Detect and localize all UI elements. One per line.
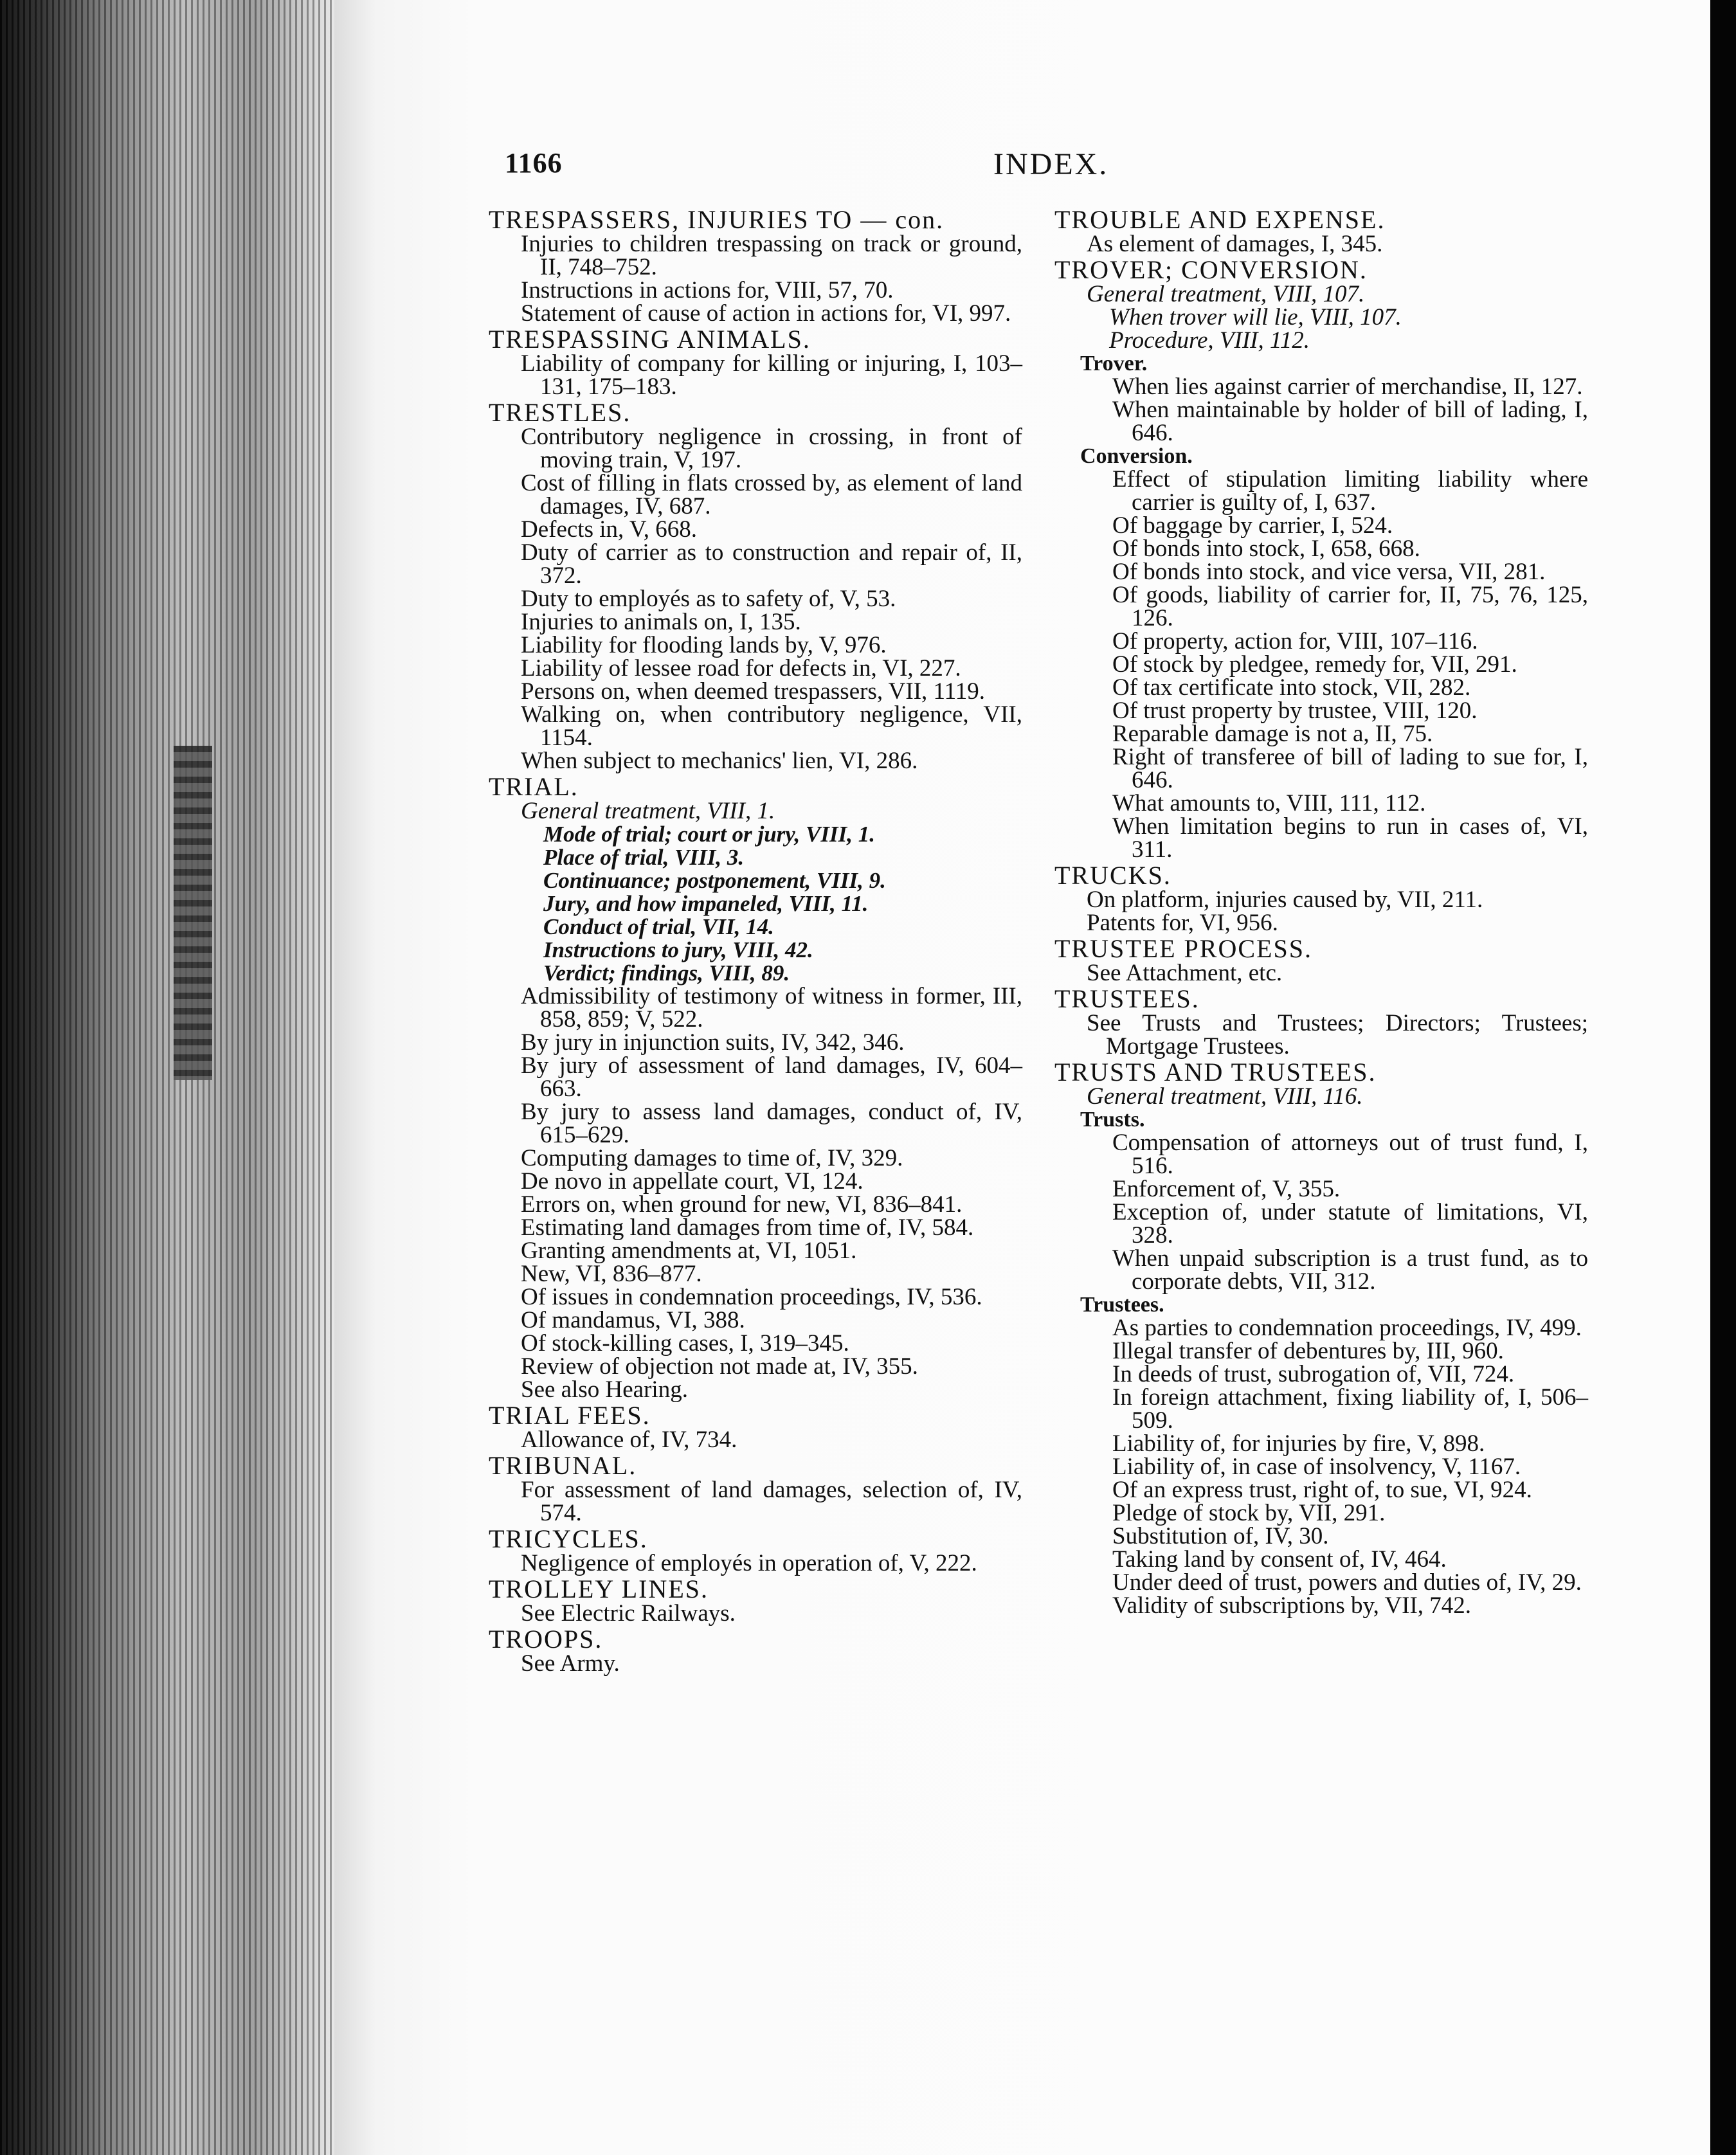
- index-subentry: As element of damages, I, 345.: [1087, 231, 1383, 257]
- page-number: 1166: [505, 147, 563, 179]
- index-heading: TRIAL.: [489, 772, 579, 801]
- index-category: General treatment, VIII, 116.: [1087, 1083, 1363, 1110]
- index-subheading: Trusts.: [1080, 1108, 1145, 1132]
- index-category: Instructions to jury, VIII, 42.: [543, 937, 813, 962]
- index-subentry: Liability of company for killing or injuring, I, 103–131, 175–183.: [521, 350, 1022, 400]
- index-subentry: Of baggage by carrier, I, 524.: [1112, 512, 1393, 539]
- index-column-left: [489, 207, 1022, 1675]
- index-subentry: Liability of lessee road for defects in, VI, 227.: [521, 655, 961, 681]
- index-subentry: Admissibility of testimony of witness in former, III, 858, 859; V, 522.: [521, 983, 1022, 1032]
- book-spine: [0, 0, 334, 2155]
- index-subentry: Walking on, when contributory negligence, VII, 1154.: [521, 701, 1022, 751]
- index-heading: TRESTLES.: [489, 398, 631, 427]
- index-subentry: When maintainable by holder of bill of lading, I, 646.: [1112, 397, 1588, 446]
- index-subentry: Substitution of, IV, 30.: [1112, 1523, 1329, 1549]
- index-subentry: By jury of assessment of land damages, IV, 604–663.: [521, 1052, 1022, 1102]
- index-subentry: Of issues in condemnation proceedings, IV, 536.: [521, 1284, 982, 1310]
- scan-border: [1710, 0, 1736, 2155]
- index-subentry: On platform, injuries caused by, VII, 211.: [1087, 887, 1483, 913]
- index-subentry: Allowance of, IV, 734.: [521, 1427, 737, 1453]
- index-subentry: Of property, action for, VIII, 107–116.: [1112, 628, 1478, 654]
- index-category: When trover will lie, VIII, 107.: [1109, 304, 1402, 330]
- index-category: General treatment, VIII, 107.: [1087, 281, 1365, 307]
- index-subentry: Defects in, V, 668.: [521, 516, 698, 543]
- index-category: Place of trial, VIII, 3.: [543, 845, 745, 870]
- index-subentry: Of stock by pledgee, remedy for, VII, 291.: [1112, 651, 1517, 678]
- index-subentry: Instructions in actions for, VIII, 57, 70.: [521, 277, 894, 303]
- index-heading: TRUSTEES.: [1054, 984, 1200, 1013]
- index-subentry: Of bonds into stock, I, 658, 668.: [1112, 536, 1420, 562]
- index-subentry: See Electric Railways.: [521, 1600, 736, 1627]
- index-subentry: See Army.: [521, 1650, 620, 1677]
- index-subheading: Trover.: [1080, 352, 1148, 375]
- index-category: Procedure, VIII, 112.: [1109, 327, 1310, 354]
- index-subentry: Persons on, when deemed trespassers, VII, 1119.: [521, 678, 986, 705]
- index-subentry: When limitation begins to run in cases of, VI, 311.: [1112, 813, 1588, 863]
- index-subentry: When lies against carrier of merchandise, II, 127.: [1112, 374, 1583, 400]
- index-category: Mode of trial; court or jury, VIII, 1.: [543, 822, 875, 847]
- index-subentry: In foreign attachment, fixing liability of, I, 506–509.: [1112, 1384, 1588, 1434]
- index-subentry: Liability of, in case of insolvency, V, 1167.: [1112, 1454, 1521, 1480]
- index-subentry: Review of objection not made at, IV, 355.: [521, 1353, 918, 1380]
- index-subentry: Validity of subscriptions by, VII, 742.: [1112, 1592, 1472, 1619]
- index-subentry: Of stock-killing cases, I, 319–345.: [521, 1330, 849, 1357]
- index-subentry: Estimating land damages from time of, IV, 584.: [521, 1214, 974, 1241]
- index-subentry: Effect of stipulation limiting liability where carrier is guilty of, I, 637.: [1112, 466, 1588, 516]
- index-subentry: Computing damages to time of, IV, 329.: [521, 1145, 903, 1171]
- index-heading: TRESPASSING ANIMALS.: [489, 325, 811, 354]
- index-column-right: [1054, 207, 1588, 1618]
- index-subentry: In deeds of trust, subrogation of, VII, 724.: [1112, 1361, 1515, 1387]
- index-heading: TRIAL FEES.: [489, 1401, 651, 1430]
- index-subentry: See Trusts and Trustees; Directors; Trustees; Mortgage Trustees.: [1087, 1010, 1588, 1059]
- index-subentry: By jury to assess land damages, conduct of, IV, 615–629.: [521, 1099, 1022, 1148]
- index-subentry: Liability for flooding lands by, V, 976.: [521, 632, 887, 658]
- index-subentry: Duty to employés as to safety of, V, 53.: [521, 586, 896, 612]
- index-subentry: Of an express trust, right of, to sue, VI, 924.: [1112, 1477, 1532, 1503]
- index-subentry: As parties to condemnation proceedings, IV, 499.: [1112, 1315, 1582, 1341]
- index-subentry: See also Hearing.: [521, 1376, 688, 1403]
- index-subentry: Of tax certificate into stock, VII, 282.: [1112, 674, 1471, 701]
- index-subheading: Trustees.: [1080, 1293, 1164, 1317]
- index-subentry: Enforcement of, V, 355.: [1112, 1176, 1341, 1202]
- running-head: INDEX.: [993, 147, 1109, 181]
- index-subentry: Statement of cause of action in actions for, VI, 997.: [521, 300, 1011, 327]
- index-subentry: Cost of filling in flats crossed by, as element of land damages, IV, 687.: [521, 470, 1022, 519]
- index-subentry: Injuries to children trespassing on track or ground, II, 748–752.: [521, 231, 1022, 280]
- index-subentry: Contributory negligence in crossing, in front of moving train, V, 197.: [521, 424, 1022, 473]
- index-subheading: Conversion.: [1080, 444, 1193, 468]
- index-subentry: Patents for, VI, 956.: [1087, 910, 1278, 936]
- index-category: Verdict; findings, VIII, 89.: [543, 960, 790, 986]
- index-subentry: Of mandamus, VI, 388.: [521, 1307, 745, 1333]
- index-subentry: Negligence of employés in operation of, V, 222.: [521, 1550, 977, 1576]
- index-category: Conduct of trial, VII, 14.: [543, 914, 774, 939]
- index-subentry: When unpaid subscription is a trust fund, as to corporate debts, VII, 312.: [1112, 1245, 1588, 1295]
- spine-marking: [174, 746, 212, 1080]
- index-subentry: See Attachment, etc.: [1087, 960, 1283, 986]
- index-heading: TRUSTS AND TRUSTEES.: [1054, 1058, 1377, 1087]
- index-category: Jury, and how impaneled, VIII, 11.: [543, 891, 869, 916]
- index-subentry: Taking land by consent of, IV, 464.: [1112, 1546, 1447, 1573]
- index-subentry: Of bonds into stock, and vice versa, VII, 281.: [1112, 559, 1546, 585]
- index-subentry: Under deed of trust, powers and duties of, IV, 29.: [1112, 1569, 1582, 1596]
- index-subentry: Compensation of attorneys out of trust fund, I, 516.: [1112, 1130, 1588, 1179]
- index-heading: TRUCKS.: [1054, 861, 1171, 890]
- index-heading: TROOPS.: [489, 1625, 603, 1654]
- index-category: Continuance; postponement, VIII, 9.: [543, 868, 886, 893]
- index-subentry: Of trust property by trustee, VIII, 120.: [1112, 698, 1478, 724]
- index-heading: TROLLEY LINES.: [489, 1574, 709, 1603]
- index-category: General treatment, VIII, 1.: [521, 798, 775, 824]
- index-subentry: By jury in injunction suits, IV, 342, 346.: [521, 1029, 905, 1056]
- index-subentry: De novo in appellate court, VI, 124.: [521, 1168, 863, 1195]
- index-heading: TROVER; CONVERSION.: [1054, 255, 1368, 284]
- index-subentry: Of goods, liability of carrier for, II, 75, 76, 125, 126.: [1112, 582, 1588, 631]
- index-subentry: Duty of carrier as to construction and repair of, II, 372.: [521, 539, 1022, 589]
- index-heading: TRICYCLES.: [489, 1524, 648, 1553]
- index-heading: TROUBLE AND EXPENSE.: [1054, 205, 1386, 234]
- index-subentry: Errors on, when ground for new, VI, 836–841.: [521, 1191, 963, 1218]
- index-subentry: Pledge of stock by, VII, 291.: [1112, 1500, 1386, 1526]
- index-subentry: Granting amendments at, VI, 1051.: [521, 1238, 857, 1264]
- index-subentry: Injuries to animals on, I, 135.: [521, 609, 801, 635]
- index-subentry: Right of transferee of bill of lading to sue for, I, 646.: [1112, 744, 1588, 793]
- index-subentry: Exception of, under statute of limitations, VI, 328.: [1112, 1199, 1588, 1249]
- index-subentry: Reparable damage is not a, II, 75.: [1112, 721, 1433, 747]
- index-subentry: New, VI, 836–877.: [521, 1261, 702, 1287]
- index-heading: TRIBUNAL.: [489, 1451, 637, 1480]
- index-subentry: What amounts to, VIII, 111, 112.: [1112, 790, 1426, 816]
- index-subentry: For assessment of land damages, selection of, IV, 574.: [521, 1477, 1022, 1526]
- index-subentry: Liability of, for injuries by fire, V, 898.: [1112, 1430, 1485, 1457]
- index-heading: TRESPASSERS, INJURIES TO — con.: [489, 205, 945, 234]
- index-subentry: Illegal transfer of debentures by, III, 960.: [1112, 1338, 1504, 1364]
- index-heading: TRUSTEE PROCESS.: [1054, 934, 1312, 963]
- index-subentry: When subject to mechanics' lien, VI, 286.: [521, 748, 918, 774]
